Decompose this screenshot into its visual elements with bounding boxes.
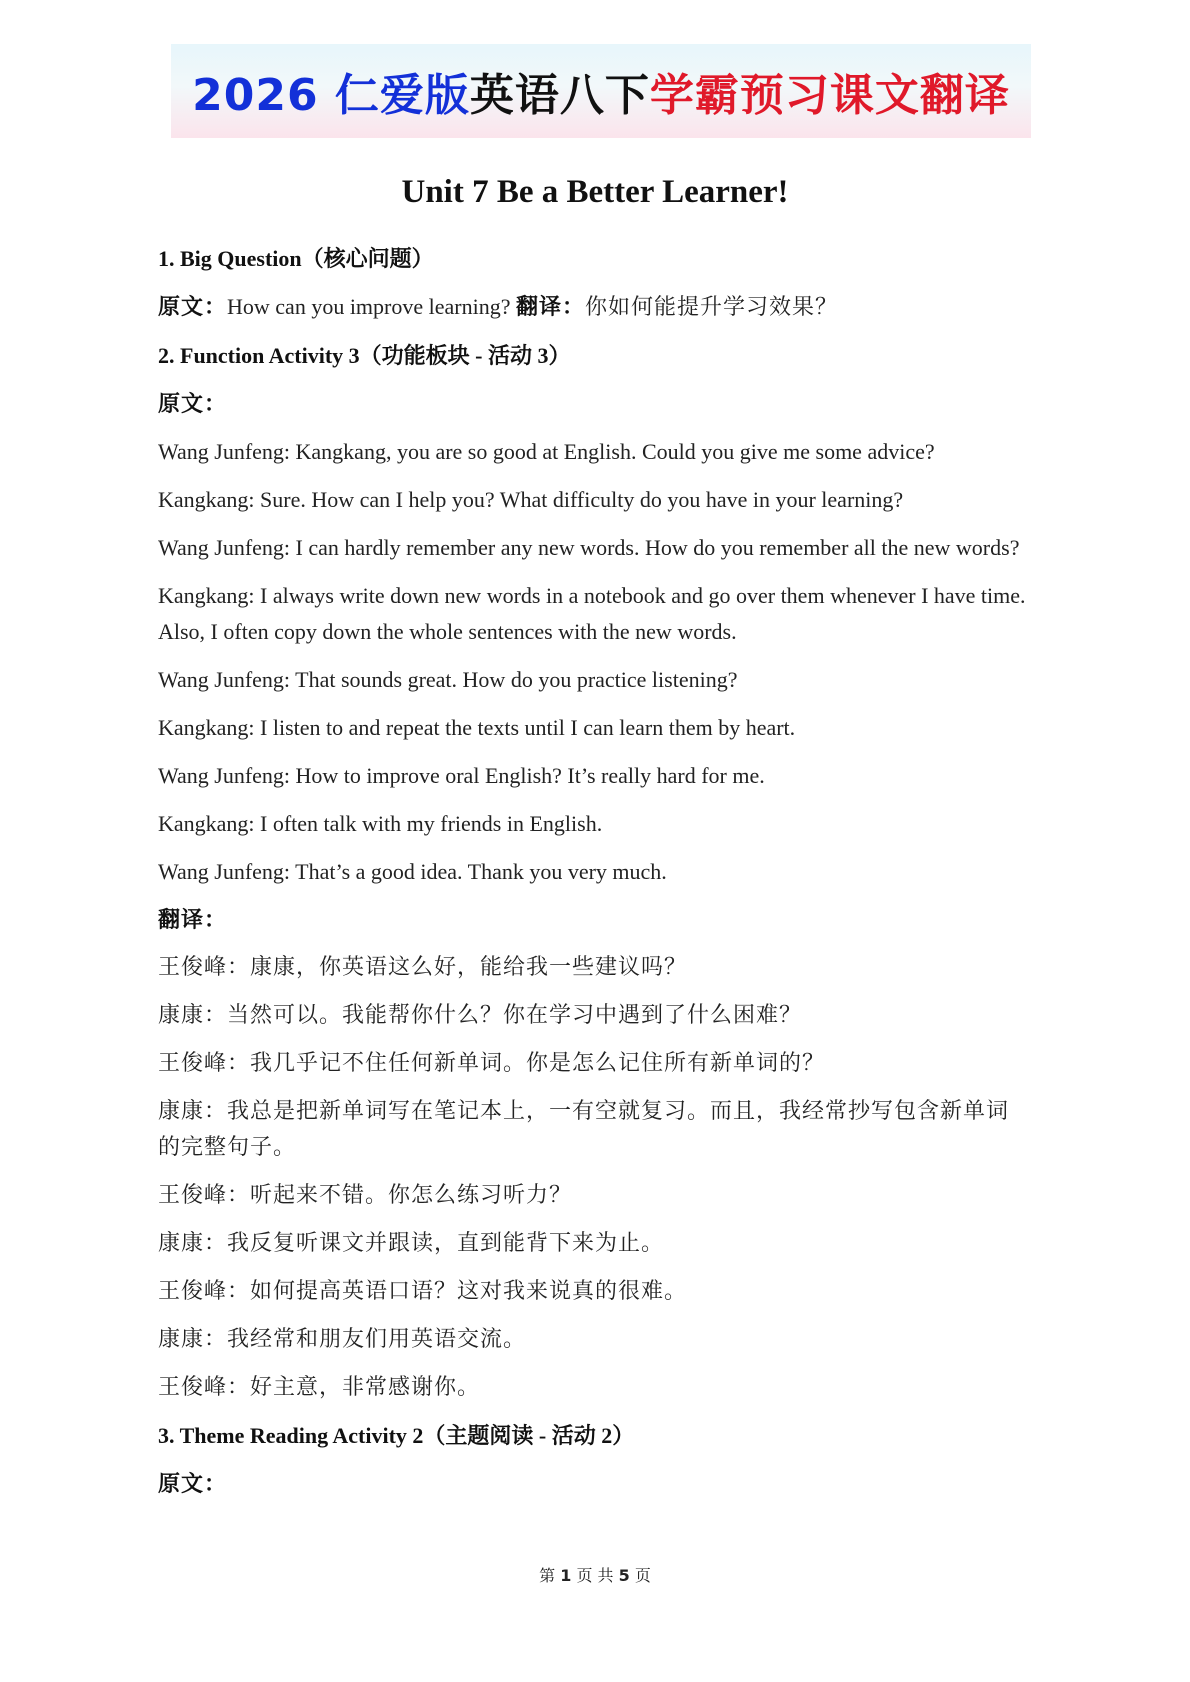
- dialogue-zh-line: 康康：当然可以。我能帮你什么？你在学习中遇到了什么困难？: [158, 1003, 803, 1028]
- footer-suffix: 页: [629, 1566, 651, 1585]
- footer-middle: 页 共: [571, 1566, 619, 1585]
- banner-topic: 学霸预习课文翻译: [649, 70, 1010, 121]
- dialogue-zh-line: 王俊峰：康康，你英语这么好，能给我一些建议吗？: [158, 955, 688, 980]
- banner-subject: 英语八下: [469, 70, 650, 121]
- dialogue-en-line: Kangkang: I often talk with my friends in English.: [158, 811, 603, 836]
- translation-label: 翻译：: [515, 294, 585, 320]
- section-1-heading: 1. Big Question（核心问题）: [158, 246, 434, 271]
- section-2-translation-label: 翻译：: [158, 907, 228, 933]
- page-footer: [0, 1563, 1190, 1586]
- dialogue-zh-line: 康康：我反复听课文并跟读，直到能背下来为止。: [158, 1231, 665, 1256]
- dialogue-zh-line: 王俊峰：如何提高英语口语？这对我来说真的很难。: [158, 1279, 688, 1304]
- dialogue-en-line: Wang Junfeng: That sounds great. How do you practice listening?: [158, 667, 738, 692]
- page-title: Unit 7 Be a Better Learner!: [401, 174, 789, 210]
- dialogue-en-line: Kangkang: I listen to and repeat the texts until I can learn them by heart.: [158, 715, 796, 740]
- footer-prefix: 第: [539, 1566, 561, 1585]
- dialogue-zh-line: 康康：我总是把新单词写在笔记本上，一有空就复习。而且，我经常抄写包含新单词的完整句子。: [158, 1099, 1010, 1160]
- dialogue-zh-line: 王俊峰：好主意，非常感谢你。: [158, 1375, 481, 1400]
- original-label: 原文：: [158, 294, 228, 320]
- section-1-qa: [158, 289, 1030, 326]
- dialogue-en-line: Kangkang: I always write down new words in a notebook and go over them whenever I have time. Also, I often copy down the whole sentences with the new words.: [158, 583, 1026, 644]
- section-2-heading: 2. Function Activity 3（功能板块 - 活动 3）: [158, 343, 571, 368]
- section-3-original-label: 原文：: [158, 1471, 228, 1497]
- document-body: [158, 241, 1030, 1514]
- total-page-count: 5: [618, 1566, 630, 1585]
- dialogue-zh-line: 王俊峰：我几乎记不住任何新单词。你是怎么记住所有新单词的？: [158, 1051, 826, 1076]
- dialogue-en-line: Wang Junfeng: How to improve oral English? It’s really hard for me.: [158, 763, 765, 788]
- dialogue-en-line: Wang Junfeng: I can hardly remember any new words. How do you remember all the new words?: [158, 535, 1020, 560]
- dialogue-zh-line: 王俊峰：听起来不错。你怎么练习听力？: [158, 1183, 573, 1208]
- dialogue-zh-line: 康康：我经常和朋友们用英语交流。: [158, 1327, 527, 1352]
- current-page-number: 1: [560, 1566, 572, 1585]
- section-2-original-label: 原文：: [158, 391, 228, 417]
- dialogue-en-line: Kangkang: Sure. How can I help you? What difficulty do you have in your learning?: [158, 487, 904, 512]
- translation-text: 你如何能提升学习效果？: [585, 295, 839, 320]
- header-banner: [171, 44, 1031, 138]
- original-text: How can you improve learning?: [227, 294, 516, 319]
- dialogue-en-line: Wang Junfeng: Kangkang, you are so good at English. Could you give me some advice?: [158, 439, 935, 464]
- dialogue-en-line: Wang Junfeng: That’s a good idea. Thank you very much.: [158, 859, 667, 884]
- banner-edition: 2026 仁爱版: [192, 70, 470, 121]
- section-3-heading: 3. Theme Reading Activity 2（主题阅读 - 活动 2）: [158, 1423, 635, 1448]
